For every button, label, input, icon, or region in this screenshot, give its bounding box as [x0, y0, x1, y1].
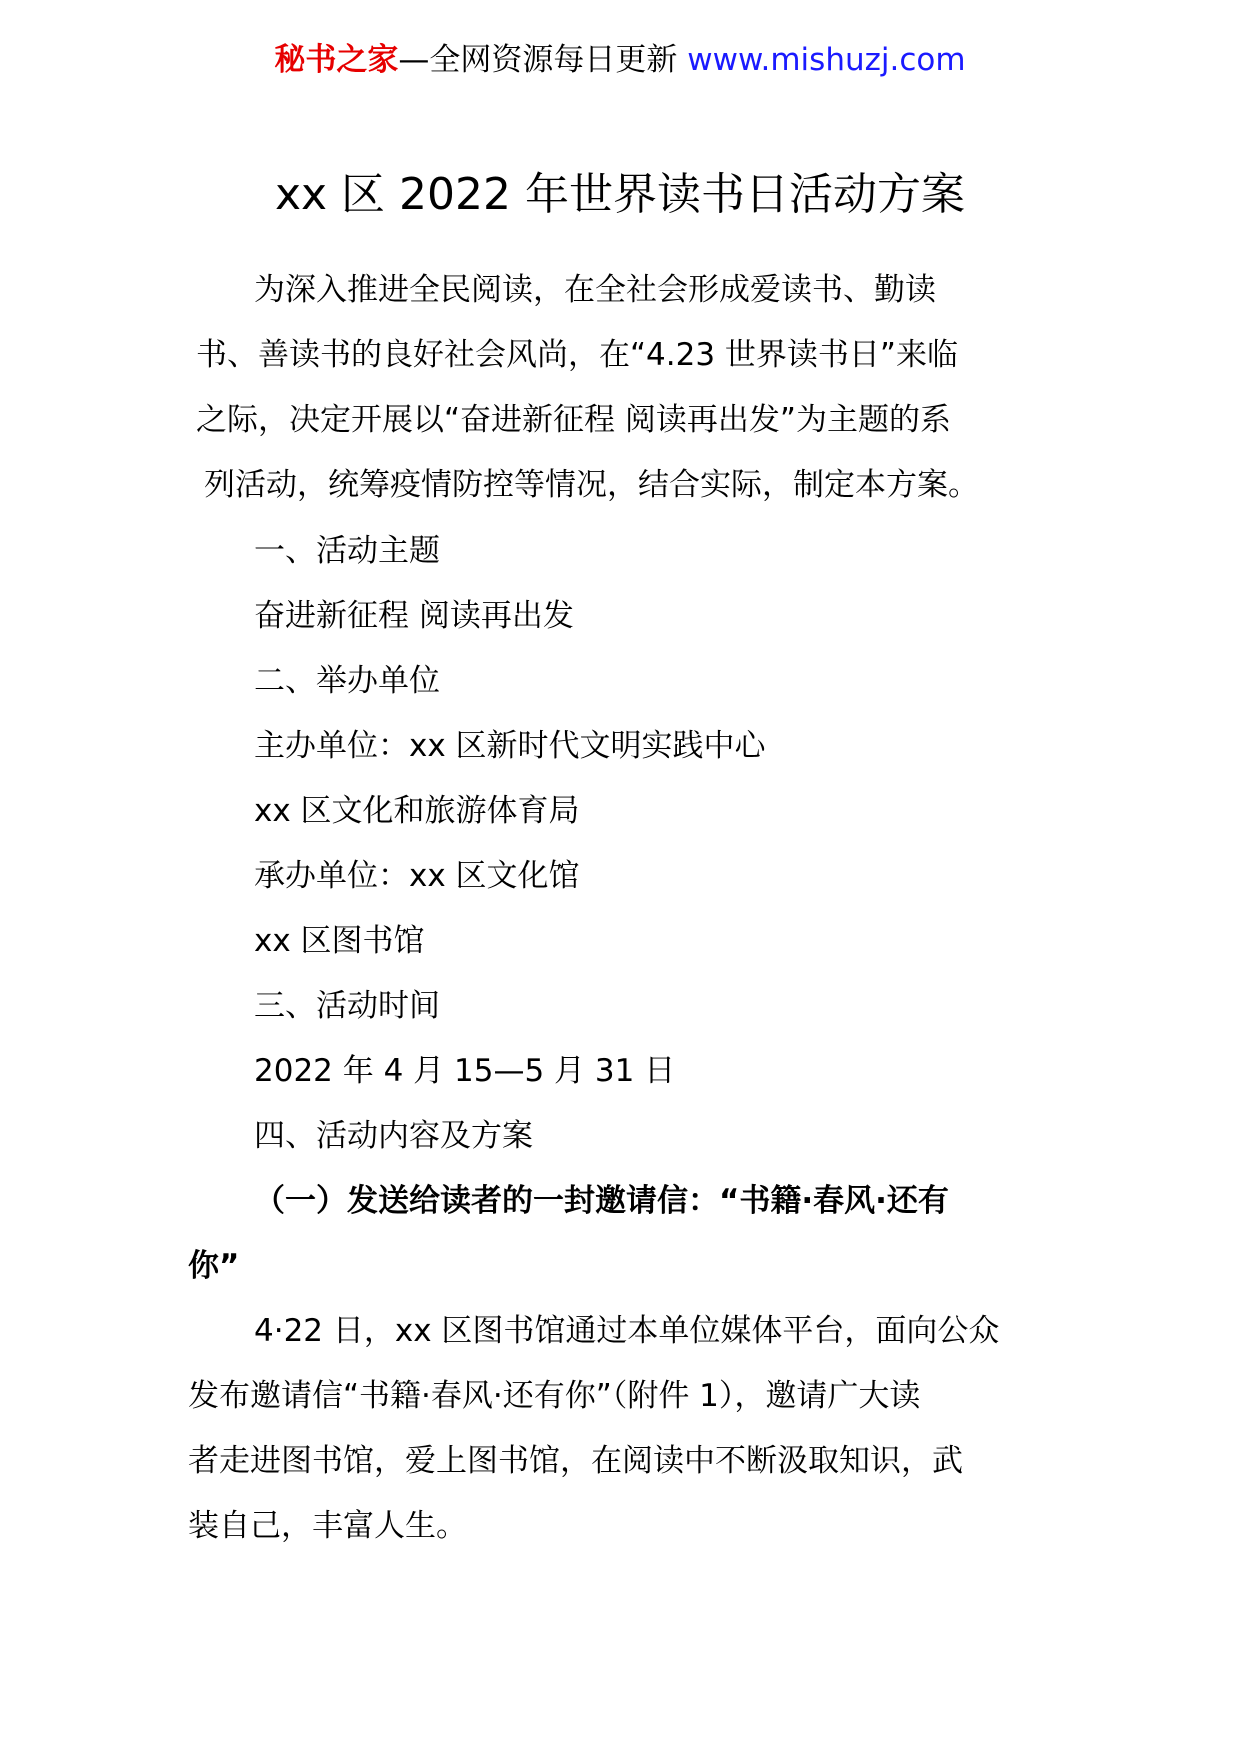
- section-1-text: 奋进新征程 阅读再出发: [254, 598, 574, 634]
- host-line-1: 主办单位：xx 区新时代文明实践中心: [254, 728, 766, 764]
- subsection-1-heading-line-1: （一）发送给读者的一封邀请信：“书籍·春风·还有: [254, 1183, 949, 1219]
- intro-line-4: 列活动，统筹疫情防控等情况，结合实际，制定本方案。: [204, 467, 979, 503]
- section-4-heading: 四、活动内容及方案: [254, 1118, 533, 1154]
- subsection-1-body-line-1: 4·22 日，xx 区图书馆通过本单位媒体平台，面向公众: [254, 1313, 1000, 1349]
- header-tagline: —全网资源每日更新: [398, 42, 678, 78]
- section-1-heading: 一、活动主题: [254, 533, 440, 569]
- intro-line-2: 书、善读书的良好社会风尚，在“4.23 世界读书日”来临: [196, 337, 958, 373]
- section-2-heading: 二、举办单位: [254, 663, 440, 699]
- subsection-1-body-line-2: 发布邀请信“书籍·春风·还有你”（附件 1），邀请广大读: [188, 1378, 921, 1414]
- subsection-1-body-line-3: 者走进图书馆，爱上图书馆，在阅读中不断汲取知识，武: [188, 1443, 963, 1479]
- site-header: [0, 38, 1240, 82]
- subsection-1-heading-line-2: 你”: [188, 1248, 240, 1284]
- organizer-line-1: 承办单位：xx 区文化馆: [254, 858, 580, 894]
- subsection-1-body-line-4: 装自己，丰富人生。: [188, 1508, 467, 1544]
- section-3-text: 2022 年 4 月 15—5 月 31 日: [254, 1053, 676, 1089]
- intro-line-3: 之际，决定开展以“奋进新征程 阅读再出发”为主题的系: [196, 402, 951, 438]
- organizer-line-2: xx 区图书馆: [254, 923, 425, 959]
- intro-line-1: 为深入推进全民阅读，在全社会形成爱读书、勤读: [254, 272, 936, 308]
- host-line-2: xx 区文化和旅游体育局: [254, 793, 580, 829]
- brand-name: 秘书之家: [274, 42, 399, 78]
- site-url-link[interactable]: www.mishuzj.com: [687, 42, 966, 78]
- section-3-heading: 三、活动时间: [254, 988, 440, 1024]
- document-title: xx 区 2022 年世界读书日活动方案: [274, 169, 965, 220]
